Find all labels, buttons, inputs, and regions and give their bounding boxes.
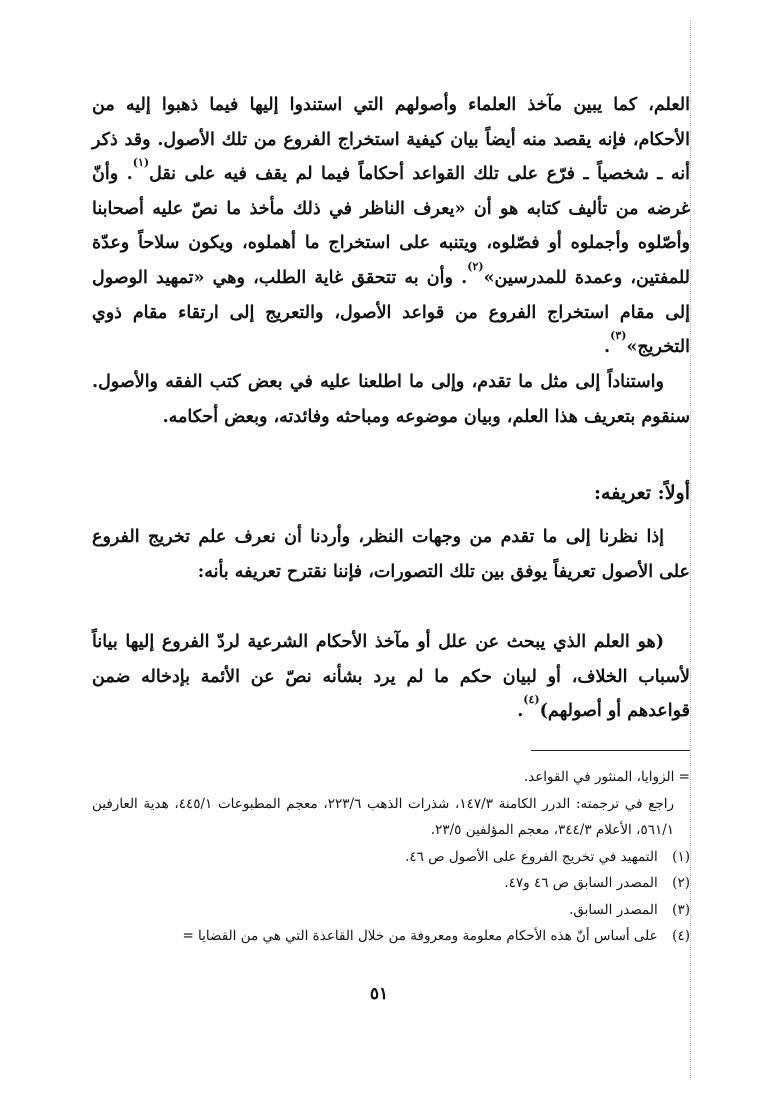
intro-text-segment: . وأن به تتحقق غاية الطلب، وهي «تمهيد الوصول إلى مقام استخراج الفروع من قواعد الأصول، والتعريج إلى ارتقاء مقام ذوي التخريج» [92,267,690,358]
section-heading: أولاً: تعريفه: [594,482,690,504]
intro-text-segment: العلم، كما يبين مآخذ العلماء وأصولهم التي استندوا إليها فيما ذهبوا إليه من الأحكام، فإنه يقصد منه أيضاً بيان كيفية استخراج الفروع من تلك الأصول. وقد ذكر أنه ـ شخصياً ـ فرّع على تلك القواعد أحكاماً فيما لم يقف فيه على نقل [92,95,690,185]
intro-text-segment: . وأنّ غرضه من تأليف كتابه هو أن «يعرف الناظر في ذلك مأخذ ما نصّ عليه أصحابنا وأصّلوه وأجملوه أو فصّلوه، ويتنبه على استخراج ما أهملوه، ويكون سلاحاً وعدّة للمفتين، وعمدة للمدرسين» [92,164,690,288]
footnote-number: (٣) [672,901,690,918]
definition-quote-block [92,625,690,729]
footnote-text: المصدر السابق ص ٤٦ و٤٧. [504,875,658,891]
footnotes [92,764,690,950]
definition-paragraph [92,520,690,589]
footnote-item [92,897,690,924]
basis-text: واستناداً إلى مثل ما تقدم، وإلى ما اطلعنا عليه في بعض كتب الفقه والأصول. سنقوم بتعريف هذا العلم، وبيان موضوعه ومباحثه وفائدته، وبعض أحكامه. [92,372,690,427]
intro-text-segment: . [604,337,611,358]
footnote-item [92,923,690,950]
footnote-text: على أساس أنّ هذه الأحكام معلومة ومعروفة من خلال القاعدة التي هي من القضايا = [182,928,658,944]
definition-quote-text: (هو العلم الذي يبحث عن علل أو مآخذ الأحكام الشرعية لردّ الفروع إليها بياناً لأسباب الخلاف، أو لبيان حكم ما لم يرد بشأنه نصّ عن الأئمة بإدخاله ضمن قواعدهم أو أصولهم) [92,632,690,722]
footnote-number: (١) [672,848,690,865]
footnote-ref: (٣) [610,329,627,343]
footnote-number: (٢) [672,875,690,891]
definition-text: إذا نظرنا إلى ما تقدم من وجهات النظر، وأردنا أن نعرف علم تخريج الفروع على الأصول تعريفاً يوفق بين تلك التصورات، فإننا نقترح تعريفه بأنه: [92,527,690,582]
footnote-ref: (٢) [467,259,484,273]
basis-paragraph [92,365,690,434]
footnote-continuation-1: = الزوايا، المنثور في القواعد. [523,769,690,785]
footnote-ref: (١) [132,156,150,170]
footnote-separator [531,750,690,751]
footnote-ref-4: (٤) [523,693,540,707]
footnote-text: المصدر السابق. [569,901,658,918]
definition-quote [92,625,690,729]
footnote-continuation-2: راجع في ترجمته: الدرر الكامنة ١٤٧/٣، شذرات الذهب ٢٢٣/٦، معجم المطبوعات ٤٤٥/١، هدية العارفين ٥٦١/١، الأعلام ٣٤٤/٣، معجم المؤلفين ٢٣/٥. [92,795,675,838]
intro-text [92,88,690,365]
page-number: ٥١ [369,984,389,1004]
definition-quote-end: . [517,701,524,722]
footnote-number: (٤) [672,928,690,944]
footnote-item [92,844,690,871]
intro-paragraph [92,88,690,365]
footnote-text: التمهيد في تخريج الفروع على الأصول ص ٤٦. [405,848,658,865]
page-edge-dots [690,20,691,1080]
footnote-item [92,870,690,897]
